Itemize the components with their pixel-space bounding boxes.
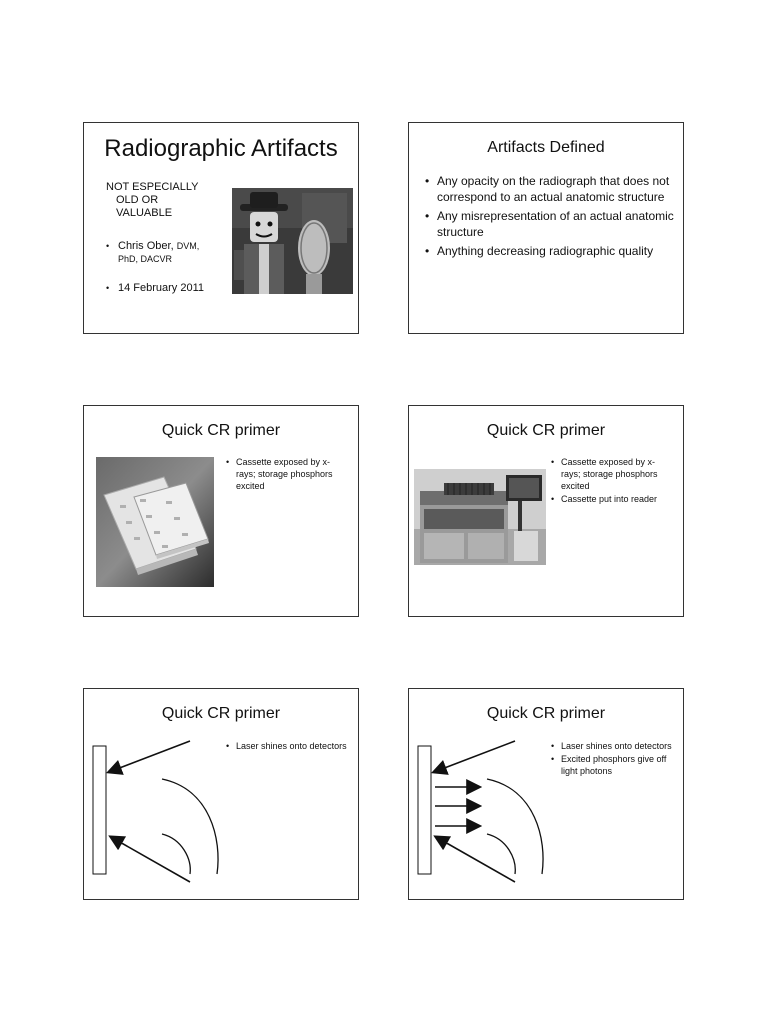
bullet-item: • Any opacity on the radiograph that does not correspond to an actual anatomic structure (425, 173, 675, 205)
author-credentials: PhD, DACVR (118, 254, 173, 264)
bullet-item: • Any misrepresentation of an actual anatomic structure (425, 208, 675, 240)
slide-title: Quick CR primer (161, 705, 281, 722)
bullet-list (551, 456, 673, 506)
slide-title: Quick CR primer (486, 705, 606, 722)
slide-title: Radiographic Artifacts (104, 135, 338, 162)
slide-subtitle (106, 181, 216, 220)
slide-quick-cr-primer-2 (408, 405, 684, 617)
slide-radiographic-artifacts (83, 122, 359, 334)
subtitle-line: NOT ESPECIALLY (106, 181, 199, 193)
laser-arrow (111, 837, 190, 882)
wave-arc (487, 779, 543, 874)
wave-arc (162, 779, 218, 874)
author-info-list (106, 240, 236, 311)
bullet-item: • Laser shines onto detectors (226, 740, 348, 752)
detector-plate (418, 746, 431, 874)
slide-title: Quick CR primer (486, 422, 606, 439)
bullet-list (425, 173, 675, 262)
slide-quick-cr-primer-4 (408, 688, 684, 900)
subtitle-line: OLD OR (116, 194, 159, 206)
bullet-list (551, 740, 673, 778)
bullet-item: • Cassette exposed by x-rays; storage phosphors excited (226, 456, 348, 492)
laser-arrow (109, 741, 190, 772)
toy-figures-photo (232, 188, 353, 294)
laser-arrow (436, 837, 515, 882)
author-name: Chris Ober, (118, 240, 174, 252)
slide-title: Quick CR primer (161, 422, 281, 439)
slide-quick-cr-primer-3 (83, 688, 359, 900)
date-item: • 14 February 2011 (106, 282, 236, 295)
slide-title: Artifacts Defined (487, 139, 605, 156)
bullet-item: • Cassette exposed by x-rays; storage phosphors excited (551, 456, 673, 492)
bullet-list (226, 740, 348, 753)
bullet-item: • Anything decreasing radiographic quality (425, 243, 675, 259)
bullet-item: • Laser shines onto detectors (551, 740, 673, 752)
laser-diagram (84, 689, 359, 900)
detector-plate (93, 746, 106, 874)
author-item (106, 240, 236, 266)
bullet-item: • Excited phosphors give off light photons (551, 753, 673, 777)
laser-photon-diagram (409, 689, 684, 900)
laser-arrow (434, 741, 515, 772)
slide-artifacts-defined (408, 122, 684, 334)
bullet-list (226, 456, 348, 493)
subtitle-line: VALUABLE (116, 207, 173, 219)
author-credentials: DVM, (176, 241, 200, 251)
bullet-item: • Cassette put into reader (551, 493, 673, 505)
cassette-photo (96, 457, 214, 587)
slide-quick-cr-primer-1 (83, 405, 359, 617)
cr-reader-photo (414, 469, 546, 565)
